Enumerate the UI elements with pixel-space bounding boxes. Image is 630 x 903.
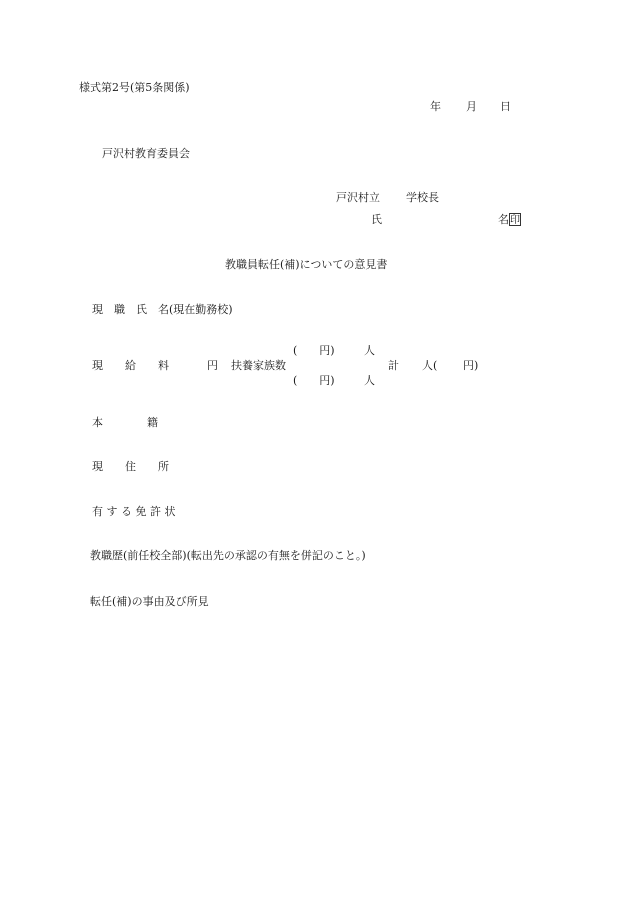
total-label: 計 bbox=[388, 359, 399, 372]
salary-label: 現 給 料 bbox=[92, 359, 169, 372]
license-label: 有 す る 免 許 状 bbox=[92, 505, 176, 518]
addressee: 戸沢村教育委員会 bbox=[102, 147, 190, 160]
reason-label: 転任(補)の事由及び所見 bbox=[90, 595, 209, 608]
current-post-label: 現 職 氏 名(現在勤務校) bbox=[92, 303, 233, 316]
school-suffix: 学校長 bbox=[406, 191, 439, 204]
page-title: 教職員転任(補)についての意見書 bbox=[225, 258, 388, 271]
lower-yen-paren: ( 円) bbox=[293, 374, 335, 387]
school-prefix: 戸沢村立 bbox=[336, 191, 380, 204]
upper-person: 人 bbox=[364, 344, 375, 357]
total-yen: 円) bbox=[463, 359, 479, 372]
date-day: 日 bbox=[500, 100, 511, 113]
name-label-1: 氏 bbox=[371, 213, 382, 226]
name-label-2: 名 bbox=[498, 213, 509, 226]
career-label: 教職歴(前任校全部)(転出先の承認の有無を併記のこと。) bbox=[90, 549, 366, 562]
total-person: 人( bbox=[422, 359, 438, 372]
date-year: 年 bbox=[430, 100, 441, 113]
date-month: 月 bbox=[466, 100, 477, 113]
honseki-label: 本 籍 bbox=[92, 416, 158, 429]
upper-yen-paren: ( 円) bbox=[293, 344, 335, 357]
form-number: 様式第2号(第5条関係) bbox=[79, 81, 190, 94]
dependents-label: 扶養家族数 bbox=[231, 359, 286, 372]
seal-stamp: 印 bbox=[510, 215, 520, 226]
address-label: 現 住 所 bbox=[92, 460, 169, 473]
salary-yen: 円 bbox=[207, 359, 218, 372]
lower-person: 人 bbox=[364, 374, 375, 387]
